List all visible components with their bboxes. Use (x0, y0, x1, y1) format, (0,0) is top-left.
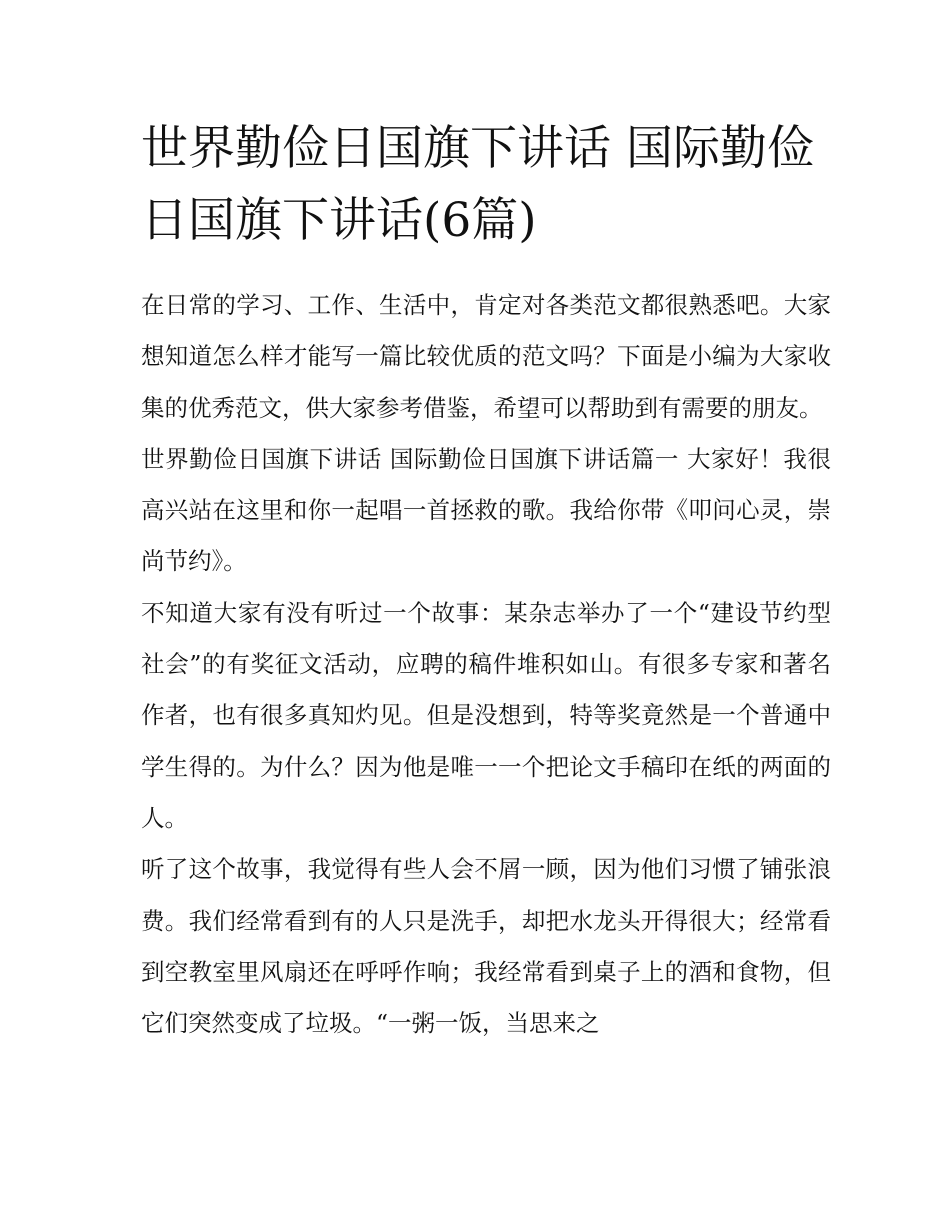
paragraph-intro: 在日常的学习、工作、生活中，肯定对各类范文都很熟悉吧。大家想知道怎么样才能写一篇比较优质的范文吗？下面是小编为大家收集的优秀范文，供大家参考借鉴，希望可以帮助到有需要的朋友。 (141, 291, 831, 422)
paragraph-story: 不知道大家有没有听过一个故事：某杂志举办了一个“建设节约型社会”的有奖征文活动，应聘的稿件堆积如山。有很多专家和著名作者，也有很多真知灼见。但是没想到，特等奖竟然是一个普通中学生得的。为什么？因为他是唯一一个把论文手稿印在纸的两面的人。 (141, 598, 831, 832)
paragraph-greeting: 世界勤俭日国旗下讲话 国际勤俭日国旗下讲话篇一 大家好！我很高兴站在这里和你一起唱一首拯救的歌。我给你带《叩问心灵，崇尚节约》。 (141, 444, 831, 576)
paragraph-reflection: 听了这个故事，我觉得有些人会不屑一顾，因为他们习惯了铺张浪费。我们经常看到有的人只是洗手，却把水龙头开得很大；经常看到空教室里风扇还在呼呼作响；我经常看到桌子上的酒和食物，但它们突然变成了垃圾。“一粥一饭，当思来之 (141, 855, 831, 1038)
document-title: 世界勤俭日国旗下讲话 国际勤俭日国旗下讲话(6篇) (141, 121, 814, 248)
document-body (141, 280, 831, 1049)
